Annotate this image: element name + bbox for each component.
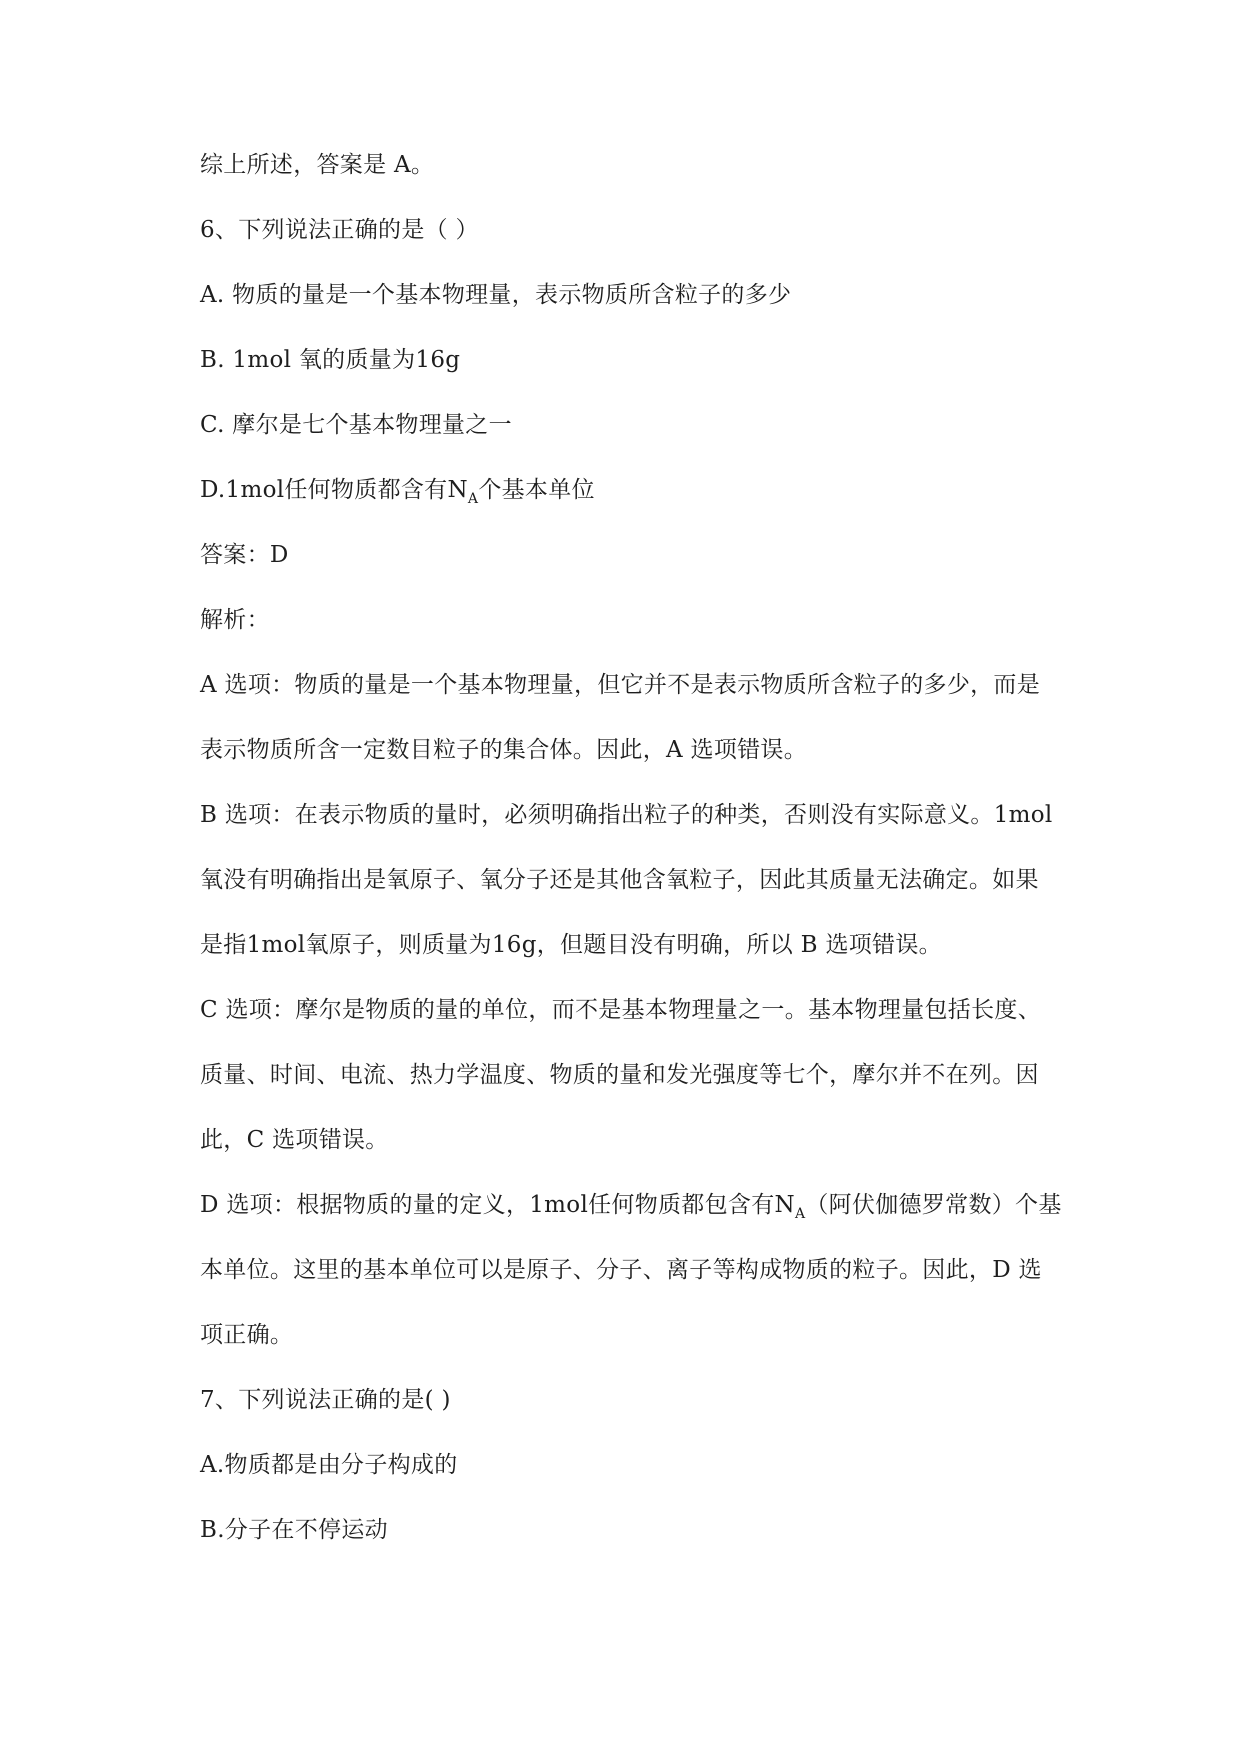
analysis-a-line-2: 表示物质所含一定数目粒子的集合体。因此，A 选项错误。 <box>200 737 808 763</box>
analysis-a-line-1: A 选项：物质的量是一个基本物理量，但它并不是表示物质所含粒子的多少，而是 <box>200 672 1041 698</box>
question-7-option-b: B.分子在不停运动 <box>200 1517 388 1543</box>
option-d-text-end: 个基本单位 <box>478 477 595 503</box>
option-d-text-start: D.1mol任何物质都含有N <box>200 477 468 503</box>
question-6-option-a: A. 物质的量是一个基本物理量，表示物质所含粒子的多少 <box>200 282 792 308</box>
analysis-c-line-1: C 选项：摩尔是物质的量的单位，而不是基本物理量之一。基本物理量包括长度、 <box>200 997 1042 1023</box>
question-7-stem: 7、下列说法正确的是( ) <box>200 1387 451 1413</box>
analysis-b-line-1: B 选项：在表示物质的量时，必须明确指出粒子的种类，否则没有实际意义。1mol <box>200 802 1053 828</box>
analysis-d-text-start: D 选项：根据物质的量的定义，1mol任何物质都包含有N <box>200 1192 795 1218</box>
analysis-d-subscript: A <box>794 1206 806 1222</box>
analysis-heading: 解析： <box>200 607 270 633</box>
question-6-option-d <box>200 475 1100 505</box>
analysis-d-line-2: 本单位。这里的基本单位可以是原子、分子、离子等构成物质的粒子。因此，D 选 <box>200 1257 1042 1283</box>
analysis-d-line-3: 项正确。 <box>200 1322 294 1348</box>
analysis-c-line-2: 质量、时间、电流、热力学温度、物质的量和发光强度等七个，摩尔并不在列。因 <box>200 1062 1039 1088</box>
analysis-d-line-1 <box>200 1190 1100 1220</box>
question-6-stem: 6、下列说法正确的是（ ） <box>200 217 479 243</box>
conclusion-line: 综上所述，答案是 A。 <box>200 152 435 178</box>
analysis-b-line-2: 氧没有明确指出是氧原子、氧分子还是其他含氧粒子，因此其质量无法确定。如果 <box>200 867 1039 893</box>
question-6-option-b: B. 1mol 氧的质量为16g <box>200 347 461 373</box>
analysis-c-line-3: 此，C 选项错误。 <box>200 1127 389 1153</box>
question-6-option-c: C. 摩尔是七个基本物理量之一 <box>200 412 512 438</box>
analysis-b-line-3: 是指1mol氧原子，则质量为16g，但题目没有明确，所以 B 选项错误。 <box>200 932 942 958</box>
option-d-subscript: A <box>467 491 479 507</box>
question-7-option-a: A.物质都是由分子构成的 <box>200 1452 458 1478</box>
analysis-d-text-end: （阿伏伽德罗常数）个基 <box>805 1192 1062 1218</box>
question-6-answer: 答案：D <box>200 542 289 568</box>
